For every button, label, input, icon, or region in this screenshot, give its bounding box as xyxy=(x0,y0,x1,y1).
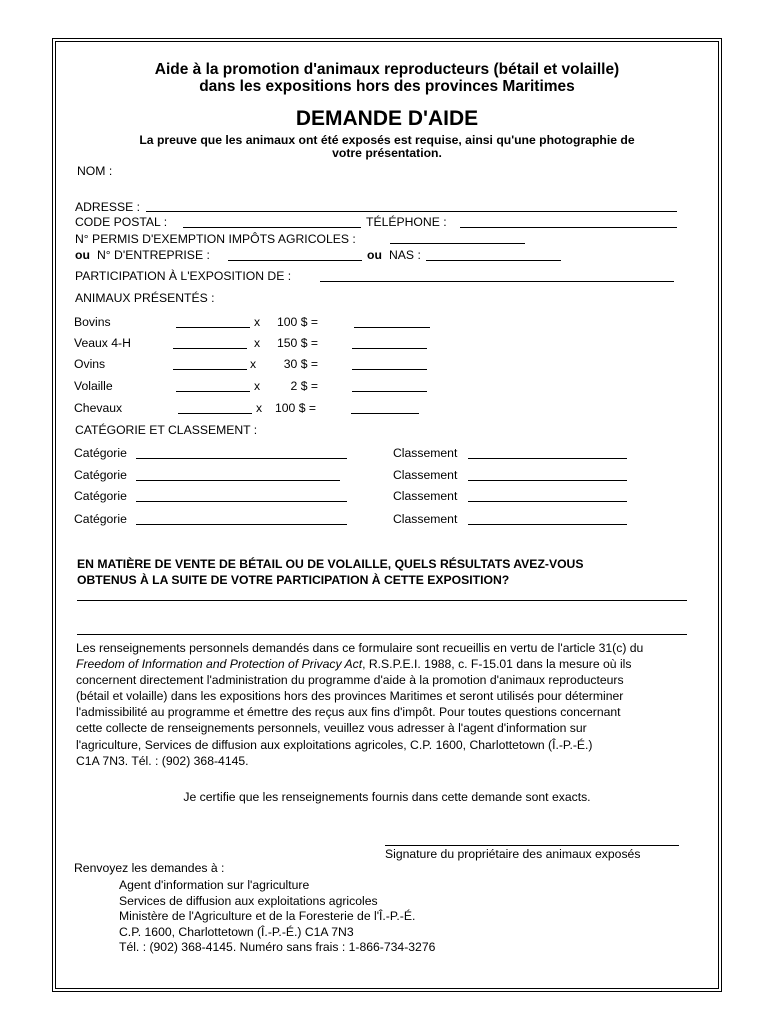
photo-note-line2: votre présentation. xyxy=(332,146,442,160)
privacy-line: cette collecte de renseignements personnels, veuillez vous adresser à l'agent d'information sur xyxy=(76,721,587,736)
telephone-label: TÉLÉPHONE : xyxy=(366,215,447,229)
privacy-notice xyxy=(76,640,643,769)
animal-total-line[interactable] xyxy=(351,413,419,414)
ou-label-1: ou xyxy=(75,248,90,262)
categorie-label: Catégorie xyxy=(74,512,127,526)
form-title-line2: dans les expositions hors des provinces Maritimes xyxy=(199,78,575,95)
address-line: Tél. : (902) 368-4145. Numéro sans frais : 1-866-734-3276 xyxy=(119,940,436,955)
animal-name: Veaux 4-H xyxy=(74,336,131,350)
classement-label: Classement xyxy=(393,468,458,482)
animal-count-line[interactable] xyxy=(173,369,247,370)
multiply-sign: x xyxy=(250,357,257,371)
certification-statement: Je certifie que les renseignements fournis dans cette demande sont exacts. xyxy=(183,790,591,804)
form-title-line1: Aide à la promotion d'animaux reproducteurs (bétail et volaille) xyxy=(154,61,620,78)
animal-total-line[interactable] xyxy=(354,327,430,328)
privacy-line: l'agriculture, Services de diffusion aux exploitations agricoles, C.P. 1600, Charlottetown (Î.-P.-É.) xyxy=(76,737,593,752)
multiply-sign: x xyxy=(254,379,261,393)
nom-label: NOM : xyxy=(77,164,113,178)
classement-label: Classement xyxy=(393,489,458,503)
categorie-label: Catégorie xyxy=(74,446,127,460)
entreprise-line[interactable] xyxy=(228,260,362,261)
adresse-line[interactable] xyxy=(146,211,677,212)
adresse-label: ADRESSE : xyxy=(75,200,141,214)
classement-line[interactable] xyxy=(468,480,627,481)
return-heading: Renvoyez les demandes à : xyxy=(74,861,225,875)
animal-count-line[interactable] xyxy=(176,327,250,328)
nas-line[interactable] xyxy=(426,260,561,261)
categorie-label: Catégorie xyxy=(74,489,127,503)
animal-rate: 100 $ = xyxy=(274,401,316,415)
photo-note-line1: La preuve que les animaux ont été exposés est requise, ainsi qu'une photographie de xyxy=(139,133,635,147)
return-address xyxy=(119,878,435,956)
animaux-presentes-label: ANIMAUX PRÉSENTÉS : xyxy=(75,291,215,305)
results-answer-line-1[interactable] xyxy=(77,600,687,601)
entreprise-label: N° D'ENTREPRISE : xyxy=(97,248,210,262)
address-line: Agent d'information sur l'agriculture xyxy=(119,878,310,892)
code-postal-line[interactable] xyxy=(183,227,361,228)
animal-total-line[interactable] xyxy=(352,369,427,370)
code-postal-label: CODE POSTAL : xyxy=(75,215,168,229)
ou-label-2: ou xyxy=(367,248,382,262)
animal-name: Chevaux xyxy=(74,401,123,415)
categorie-line[interactable] xyxy=(136,524,347,525)
multiply-sign: x xyxy=(254,315,261,329)
animal-total-line[interactable] xyxy=(352,391,427,392)
telephone-line[interactable] xyxy=(460,227,677,228)
nas-label: NAS : xyxy=(389,248,421,262)
classement-label: Classement xyxy=(393,512,458,526)
classement-line[interactable] xyxy=(468,501,627,502)
animal-rate: 150 $ = xyxy=(276,336,318,350)
privacy-line: l'admissibilité au programme et émettre des reçus aux fins d'impôt. Pour toutes questions concernant xyxy=(76,705,621,720)
address-line: Services de diffusion aux exploitations agricoles xyxy=(119,893,378,908)
form-heading: DEMANDE D'AIDE xyxy=(295,107,479,130)
address-line: Ministère de l'Agriculture et de la Foresterie de l'Î.-P.-É. xyxy=(119,909,416,924)
privacy-line: C1A 7N3. Tél. : (902) 368-4145. xyxy=(76,753,249,768)
categorie-line[interactable] xyxy=(136,501,347,502)
animal-name: Bovins xyxy=(74,315,111,329)
permis-line[interactable] xyxy=(390,243,525,244)
categorie-classement-heading: CATÉGORIE ET CLASSEMENT : xyxy=(75,423,258,437)
animal-count-line[interactable] xyxy=(173,348,247,349)
animal-rate: 2 $ = xyxy=(290,379,318,393)
animal-total-line[interactable] xyxy=(352,348,427,349)
multiply-sign: x xyxy=(254,336,261,350)
animal-count-line[interactable] xyxy=(178,413,252,414)
categorie-label: Catégorie xyxy=(74,468,127,482)
classement-line[interactable] xyxy=(468,458,627,459)
categorie-line[interactable] xyxy=(136,458,347,459)
privacy-act-title: Freedom of Information and Protection of Privacy Act xyxy=(76,657,363,672)
privacy-line: , R.S.P.E.I. 1988, c. F-15.01 dans la mesure où ils xyxy=(362,657,632,672)
address-line: C.P. 1600, Charlottetown (Î.-P.-É.) C1A 7N3 xyxy=(119,924,354,939)
permis-label: N° PERMIS D'EXEMPTION IMPÔTS AGRICOLES : xyxy=(75,232,356,246)
results-question-line1: EN MATIÈRE DE VENTE DE BÉTAIL OU DE VOLAILLE, QUELS RÉSULTATS AVEZ-VOUS xyxy=(77,557,584,571)
privacy-line: Les renseignements personnels demandés dans ce formulaire sont recueillis en vertu de l'article 31(c) du xyxy=(76,641,644,655)
categorie-line[interactable] xyxy=(136,480,340,481)
classement-line[interactable] xyxy=(468,524,627,525)
classement-label: Classement xyxy=(393,446,458,460)
results-answer-line-2[interactable] xyxy=(77,634,687,635)
signature-label: Signature du propriétaire des animaux exposés xyxy=(385,847,641,861)
multiply-sign: x xyxy=(256,401,263,415)
animal-name: Volaille xyxy=(74,379,113,393)
signature-line[interactable] xyxy=(385,845,679,846)
results-question-line2: OBTENUS À LA SUITE DE VOTRE PARTICIPATION À CETTE EXPOSITION? xyxy=(77,573,510,587)
participation-label: PARTICIPATION À L'EXPOSITION DE : xyxy=(75,269,292,283)
animal-name: Ovins xyxy=(74,357,106,371)
animal-count-line[interactable] xyxy=(176,391,250,392)
privacy-line: concernent directement l'administration du programme d'aide à la promotion d'animaux reproducteurs xyxy=(76,673,624,688)
animal-rate: 30 $ = xyxy=(283,357,318,371)
animal-rate: 100 $ = xyxy=(276,315,318,329)
privacy-line: (bétail et volaille) dans les expositions hors des provinces Maritimes et seront utilisés pour déterminer xyxy=(76,689,624,704)
participation-line[interactable] xyxy=(320,281,674,282)
